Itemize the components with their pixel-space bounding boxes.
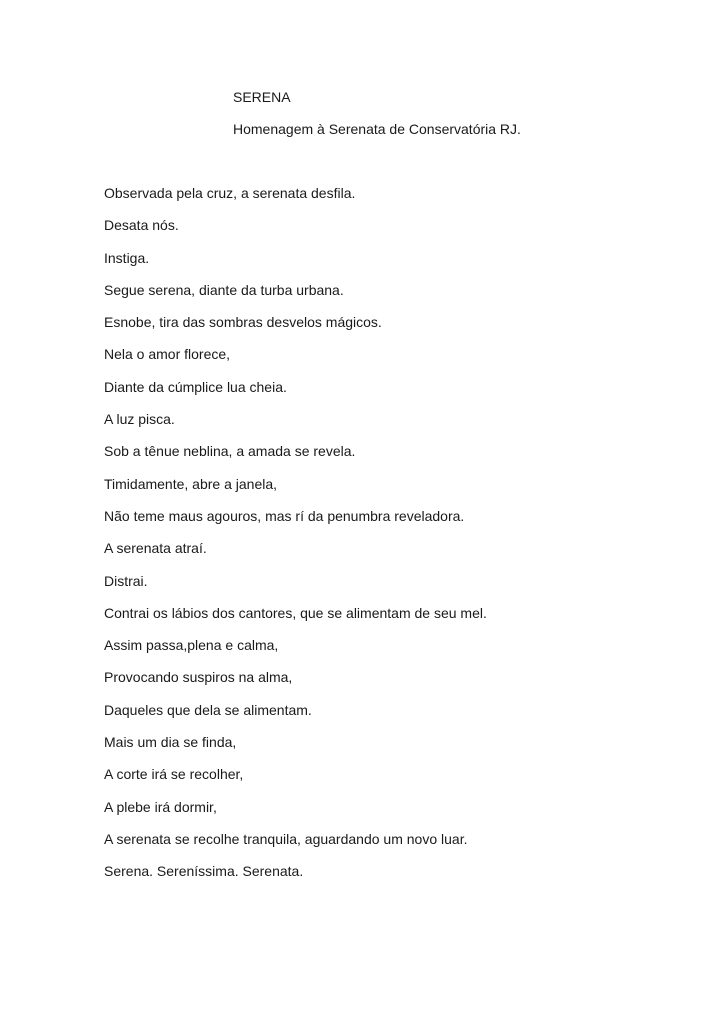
poem-line: Segue serena, diante da turba urbana. [104, 281, 344, 298]
poem-body [104, 183, 487, 894]
poem-line: Desata nós. [104, 217, 179, 234]
poem-line: Nela o amor florece, [104, 346, 231, 363]
poem-line: A luz pisca. [104, 411, 175, 428]
poem-line: Diante da cúmplice lua cheia. [104, 378, 287, 395]
poem-line: A corte irá se recolher, [104, 766, 244, 783]
poem-line: Esnobe, tira das sombras desvelos mágicos. [104, 314, 382, 331]
poem-line: Distrai. [104, 572, 148, 589]
poem-line: A plebe irá dormir, [104, 798, 217, 815]
poem-line: Instiga. [104, 249, 150, 266]
poem-line: Timidamente, abre a janela, [104, 475, 278, 492]
poem-line: Provocando suspiros na alma, [104, 669, 293, 686]
poem-line: Sob a tênue neblina, a amada se revela. [104, 443, 356, 460]
poem-line: Mais um dia se finda, [104, 734, 237, 751]
poem-title: SERENA [233, 89, 291, 105]
document-header [233, 87, 521, 139]
poem-line: Daqueles que dela se alimentam. [104, 701, 312, 718]
poem-line: A serenata se recolhe tranquila, aguardando um novo luar. [104, 830, 468, 847]
poem-line: Serena. Sereníssima. Serenata. [104, 863, 304, 880]
poem-line: A serenata atraí. [104, 540, 207, 557]
poem-line: Contrai os lábios dos cantores, que se alimentam de seu mel. [104, 604, 487, 621]
poem-line: Assim passa,plena e calma, [104, 637, 279, 654]
poem-line: Não teme maus agouros, mas rí da penumbra reveladora. [104, 507, 465, 524]
poem-dedication: Homenagem à Serenata de Conservatória RJ. [233, 121, 521, 137]
poem-line: Observada pela cruz, a serenata desfila. [104, 185, 356, 201]
